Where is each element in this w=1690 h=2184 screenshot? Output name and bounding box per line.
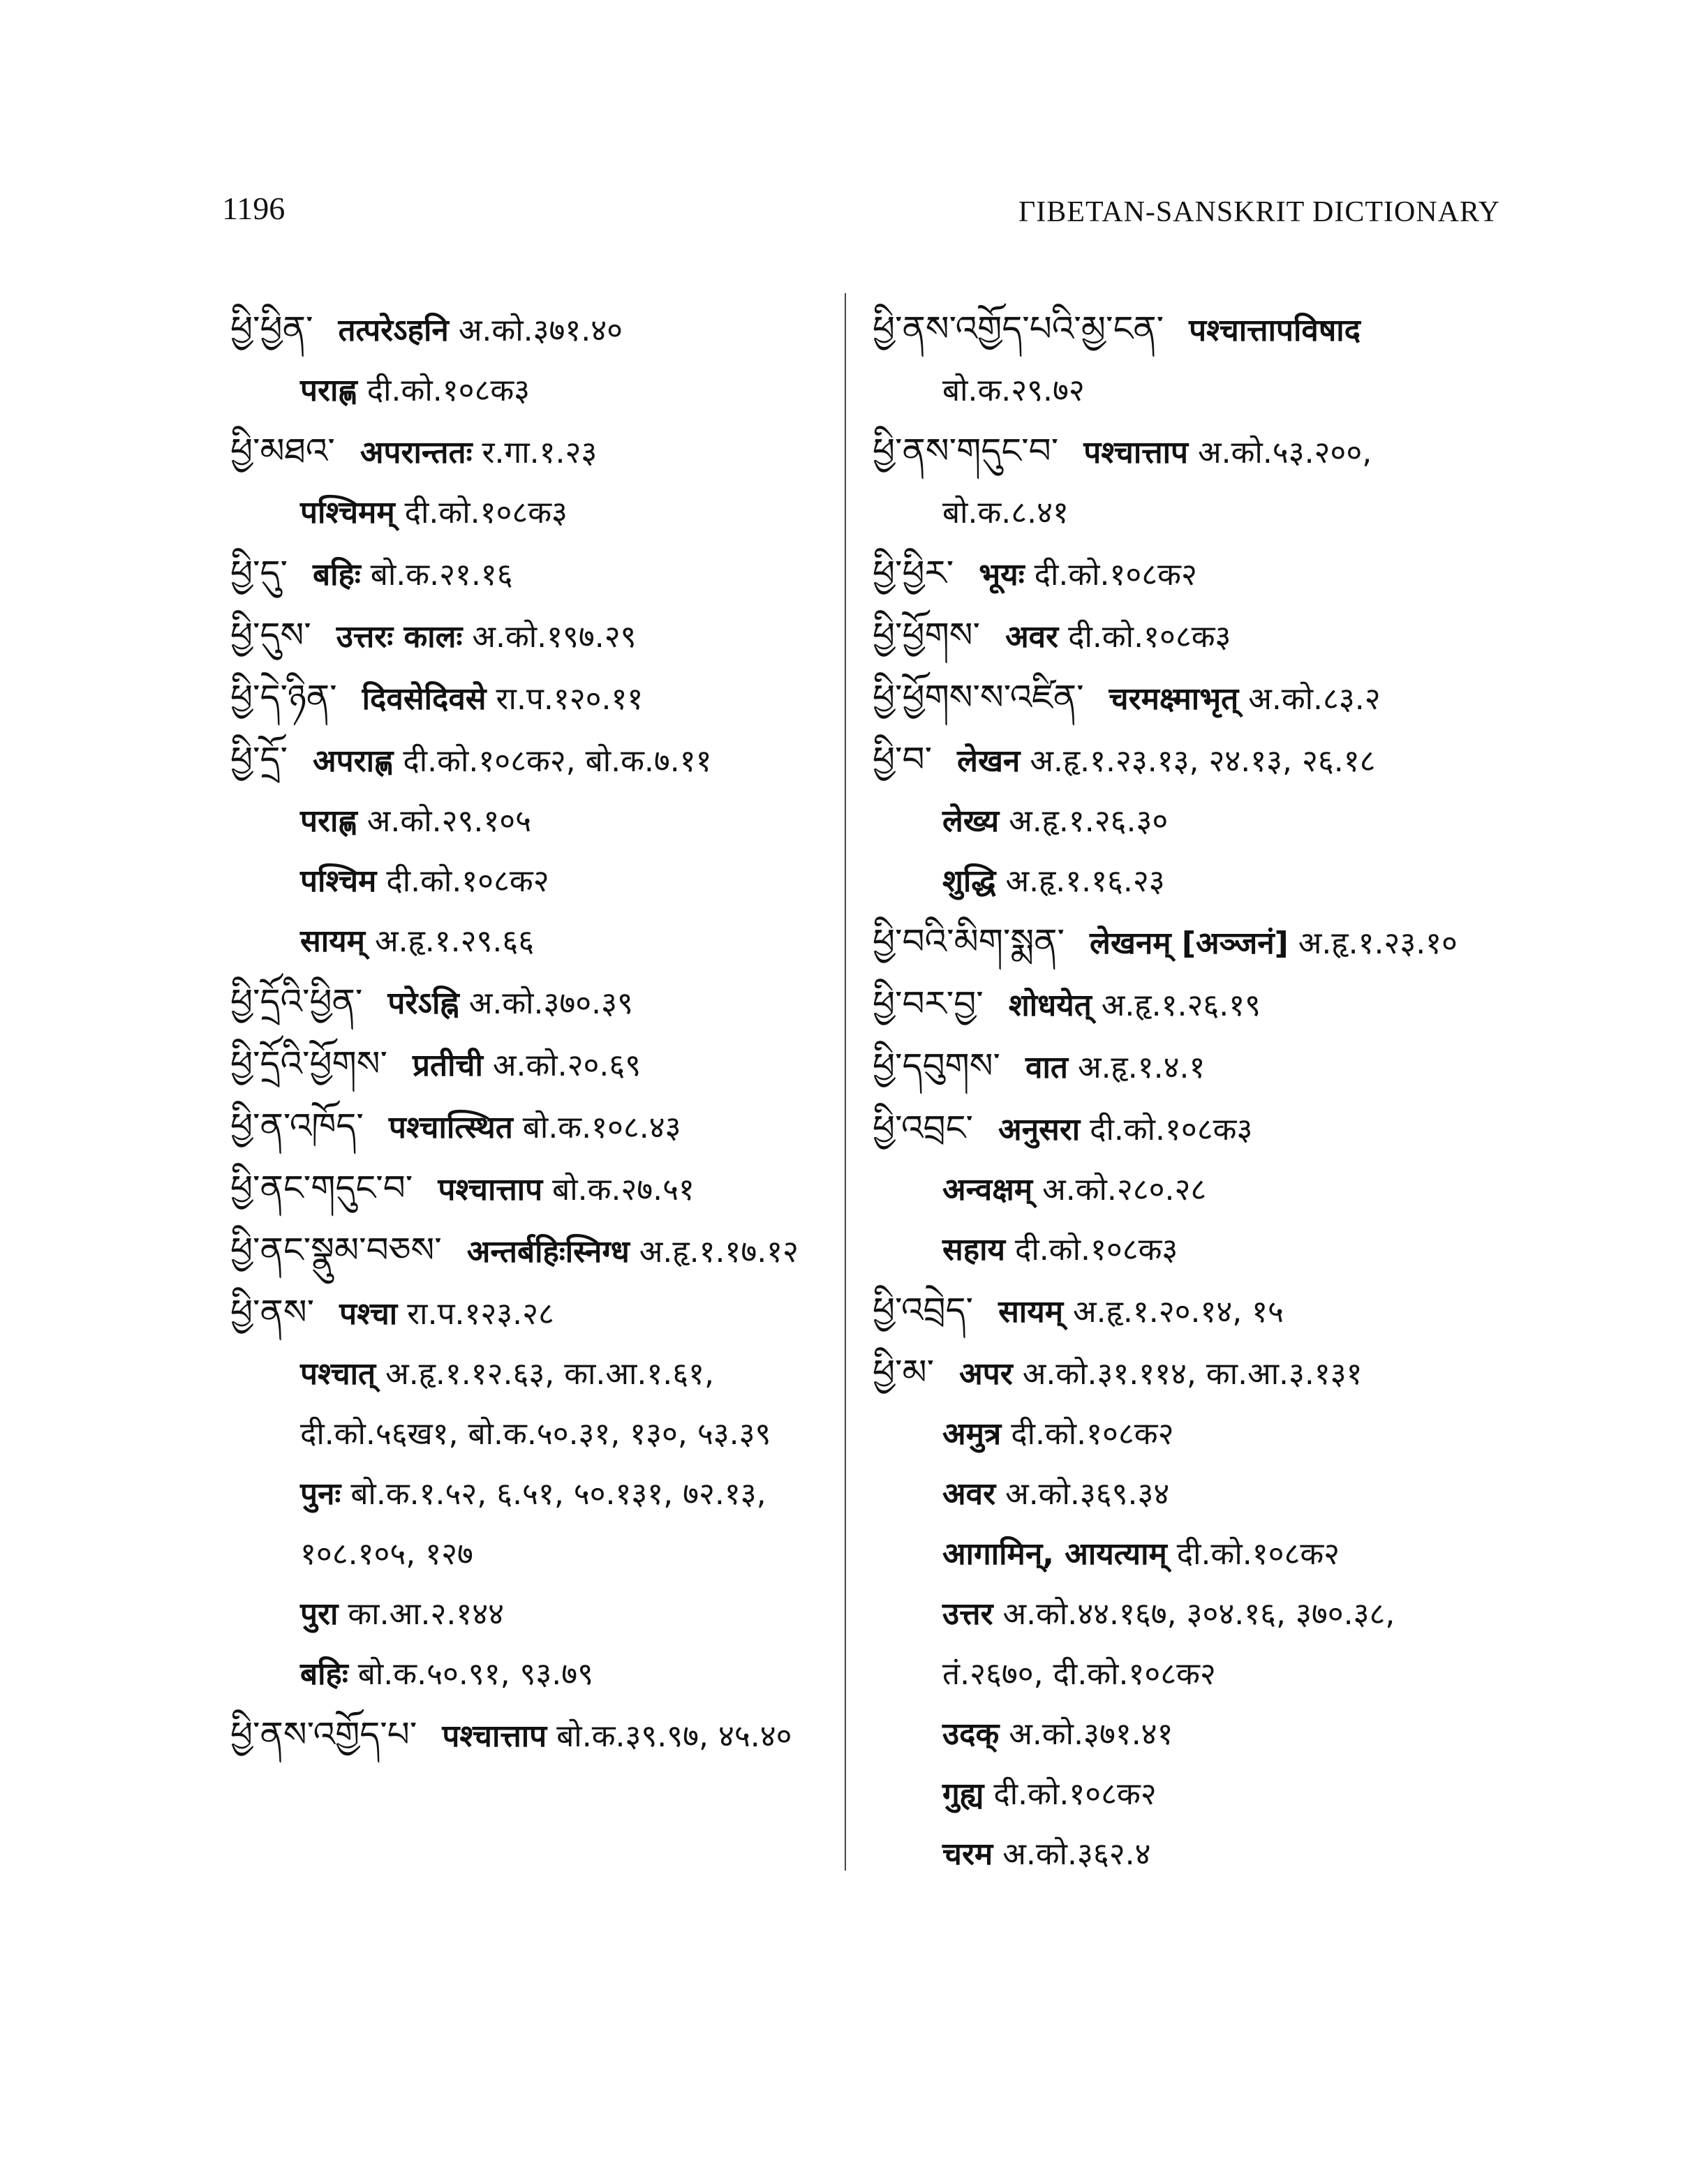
tibetan-headword: ཕྱི་དབུགས་ <box>873 1046 1000 1086</box>
tibetan-headword: ཕྱི་ནང་གདུང་བ་ <box>230 1168 413 1208</box>
entry-continuation <box>230 1344 845 1404</box>
entry-continuation <box>873 1825 1501 1885</box>
source-reference: रा.प.१२०.११ <box>496 681 644 717</box>
dictionary-entry <box>230 543 845 605</box>
sanskrit-equivalent: लेखनम् [अञ्जनं] <box>1090 926 1289 961</box>
dictionary-entry <box>873 421 1501 483</box>
source-reference: अ.को.२०.६९ <box>492 1048 642 1083</box>
sanskrit-equivalent: आगामिन्, आयत्याम् <box>942 1536 1167 1572</box>
sanskrit-equivalent: वात <box>1025 1050 1068 1085</box>
sanskrit-equivalent: सायम् <box>998 1294 1064 1330</box>
source-reference: अ.को.५३.२००, <box>1198 435 1372 470</box>
entry-continuation <box>230 1524 845 1584</box>
tibetan-headword: ཕྱི་ནས་ <box>230 1292 315 1332</box>
sanskrit-equivalent: परेऽह्नि <box>387 986 459 1021</box>
source-reference: बो.क.२१.१६ <box>370 557 513 593</box>
sanskrit-equivalent: शुद्धि <box>942 863 996 899</box>
dictionary-entry <box>873 299 1501 361</box>
sanskrit-equivalent: बहिः <box>300 1656 348 1692</box>
source-reference: दी.को.१०८क३ <box>1090 1112 1253 1147</box>
entry-continuation <box>873 1704 1501 1765</box>
tibetan-headword: ཕྱི་མཐའ་ <box>230 431 335 471</box>
dictionary-entry <box>873 1036 1501 1098</box>
source-reference: बो.क.१०८.४३ <box>522 1110 681 1145</box>
source-reference: दी.को.५६ख१, बो.क.५०.३१, १३०, ५३.३९ <box>300 1416 771 1452</box>
tibetan-headword: ཕྱི་འབྲེད་ <box>873 1290 974 1330</box>
dictionary-entry <box>873 1280 1501 1342</box>
source-reference: बो.क.८.४१ <box>942 495 1069 530</box>
tibetan-headword: ཕྱི་འབྲང་ <box>873 1108 973 1148</box>
sanskrit-equivalent: अन्तर्बहिःस्निग्ध <box>466 1234 630 1270</box>
entry-continuation <box>873 483 1501 543</box>
source-reference: अ.हृ.१.२३.१० <box>1298 926 1458 961</box>
dictionary-entry <box>873 1098 1501 1160</box>
source-reference: अ.को.२८०.२८ <box>1042 1172 1207 1208</box>
entry-continuation <box>230 1644 845 1704</box>
column-divider <box>845 293 846 1871</box>
source-reference: रा.प.१२३.२८ <box>407 1296 554 1332</box>
source-reference: अ.हृ.१.१७.१२ <box>639 1234 799 1270</box>
entry-continuation <box>873 1404 1501 1464</box>
dictionary-entry <box>873 543 1501 605</box>
entry-continuation <box>873 361 1501 421</box>
source-reference: १०८.१०५, १२७ <box>300 1536 473 1572</box>
running-title: ΓIBETAN-SANSKRIT DICTIONARY <box>1018 196 1500 228</box>
source-reference: अ.को.२९.१०५ <box>366 803 531 839</box>
tibetan-headword: ཕྱི་ནས་གདུང་བ་ <box>873 431 1059 471</box>
sanskrit-equivalent: सहाय <box>942 1232 1006 1268</box>
source-reference: दी.को.१०८क३ <box>1015 1232 1178 1268</box>
tibetan-headword: ཕྱི་མ་ <box>873 1352 935 1392</box>
sanskrit-equivalent: अवर <box>942 1476 996 1512</box>
source-reference: अ.को.३१.११४, का.आ.३.१३१ <box>1022 1356 1363 1392</box>
dictionary-entry <box>230 421 845 483</box>
sanskrit-equivalent: दिवसेदिवसे <box>362 681 487 717</box>
entry-continuation <box>230 792 845 852</box>
source-reference: अ.हृ.१.२९.६६ <box>374 923 535 959</box>
entry-continuation <box>230 1404 845 1464</box>
source-reference: दी.को.१०८क३ <box>1068 619 1231 655</box>
entry-continuation <box>230 1464 845 1524</box>
source-reference: दी.को.१०८क२ <box>386 863 549 899</box>
sanskrit-equivalent: पश्चात्ताप <box>1083 435 1189 470</box>
source-reference: का.आ.२.१४४ <box>348 1596 505 1632</box>
source-reference: र.गा.१.२३ <box>482 435 598 470</box>
dictionary-entry <box>230 667 845 729</box>
source-reference: दी.को.१०८क२ <box>1011 1416 1174 1452</box>
dictionary-entry <box>873 1342 1501 1404</box>
source-reference: अ.को.३७०.३९ <box>468 986 633 1021</box>
tibetan-headword: ཕྱི་ནང་སྣུམ་བཅས་ <box>230 1230 442 1270</box>
source-reference: तं.२६७०, दी.को.१०८क२ <box>942 1656 1216 1692</box>
sanskrit-equivalent: लेख्य <box>942 803 1000 839</box>
tibetan-headword: ཕྱི་བ་ <box>873 739 933 780</box>
source-reference: बो.क.२९.७२ <box>942 373 1085 408</box>
tibetan-headword: ཕྱི་ཕྱོགས་ས་འཛིན་ <box>873 677 1084 718</box>
tibetan-headword: ཕྱི་ཕྱིན་ <box>230 309 313 349</box>
source-reference: अ.को.३६९.३४ <box>1005 1476 1170 1512</box>
source-reference: अ.को.४४.१६७, ३०४.१६, ३७०.३८, <box>1002 1596 1395 1632</box>
entry-continuation <box>230 361 845 421</box>
entry-continuation <box>873 1160 1501 1220</box>
dictionary-entry <box>873 974 1501 1036</box>
source-reference: दी.को.१०८क३ <box>366 373 531 408</box>
source-reference: अ.हृ.१.२३.१३, २४.१३, २६.१८ <box>1030 743 1376 779</box>
tibetan-headword: ཕྱི་ཕྱོགས་ <box>873 615 981 655</box>
tibetan-headword: ཕྱི་དུས་ <box>230 615 311 655</box>
dictionary-entry <box>230 1282 845 1344</box>
sanskrit-equivalent: उत्तर <box>942 1596 993 1632</box>
sanskrit-equivalent: पश्चात् <box>300 1356 376 1392</box>
sanskrit-equivalent: उदक् <box>942 1716 1000 1752</box>
dictionary-entry <box>873 729 1501 792</box>
source-reference: अ.हृ.१.२०.१४, १५ <box>1073 1294 1284 1330</box>
tibetan-headword: ཕྱི་དྲོའི་ཕྱིན་ <box>230 981 363 1022</box>
entry-continuation <box>873 1220 1501 1280</box>
source-reference: अ.हृ.१.४.१ <box>1077 1050 1206 1085</box>
sanskrit-equivalent: अपर <box>959 1356 1013 1392</box>
tibetan-headword: ཕྱི་བའི་མིག་སྨན་ <box>873 921 1065 962</box>
sanskrit-equivalent: पश्चिम <box>300 863 377 899</box>
sanskrit-equivalent: पुरा <box>300 1596 339 1632</box>
sanskrit-equivalent: तत्परेऽहनि <box>338 313 449 348</box>
tibetan-headword: ཕྱི་དྲོ་ <box>230 739 288 780</box>
tibetan-headword: ཕྱི་ནས་འགྱོད་པའི་མྱ་ངན་ <box>873 309 1164 349</box>
dictionary-entry <box>230 1158 845 1220</box>
entry-continuation <box>873 792 1501 852</box>
dictionary-entry <box>230 972 845 1034</box>
source-reference: दी.को.१०८क३ <box>404 495 568 530</box>
sanskrit-equivalent: चरम <box>942 1836 993 1872</box>
sanskrit-equivalent: पश्चात्ताप <box>438 1172 543 1208</box>
left-column <box>230 299 845 1767</box>
tibetan-headword: ཕྱི་དུ་ <box>230 553 288 593</box>
sanskrit-equivalent: अनुसरा <box>998 1112 1081 1147</box>
source-reference: अ.हृ.१.२६.३० <box>1009 803 1169 839</box>
dictionary-entry <box>230 299 845 361</box>
source-reference: दी.को.१०८क२ <box>1034 557 1197 593</box>
sanskrit-equivalent: पुनः <box>300 1476 341 1512</box>
source-reference: अ.को.१९७.२९ <box>472 619 637 655</box>
sanskrit-equivalent: पराह्ण <box>300 803 357 839</box>
dictionary-entry <box>873 667 1501 729</box>
source-reference: अ.हृ.१.१२.६३, का.आ.१.६१, <box>385 1356 714 1392</box>
entry-continuation <box>873 1765 1501 1825</box>
entry-continuation <box>873 1584 1501 1644</box>
dictionary-entry <box>873 605 1501 667</box>
entry-continuation <box>230 852 845 912</box>
source-reference: अ.को.३६२.४ <box>1002 1836 1151 1872</box>
sanskrit-equivalent: भूयः <box>979 557 1025 593</box>
sanskrit-equivalent: चरमक्ष्माभृत् <box>1109 681 1239 717</box>
sanskrit-equivalent: पश्चात्स्थित <box>388 1110 513 1145</box>
sanskrit-equivalent: अपराह्ण <box>313 743 394 779</box>
sanskrit-equivalent: पराह्ण <box>300 373 357 408</box>
sanskrit-equivalent: गुह्य <box>942 1776 984 1812</box>
right-column <box>873 299 1501 1885</box>
source-reference: दी.को.१०८क२ <box>1176 1536 1340 1572</box>
dictionary-entry <box>230 605 845 667</box>
sanskrit-equivalent: सायम् <box>300 923 365 959</box>
source-reference: अ.को.३७१.४१ <box>1009 1716 1173 1752</box>
sanskrit-equivalent: उत्तरः कालः <box>336 619 463 655</box>
sanskrit-equivalent: बहिः <box>313 557 361 593</box>
source-reference: बो.क.३९.९७, ४५.४० <box>556 1718 792 1754</box>
entry-continuation <box>230 912 845 972</box>
sanskrit-equivalent: अमुत्र <box>942 1416 1002 1452</box>
source-reference: अ.हृ.१.२६.१९ <box>1101 988 1261 1023</box>
tibetan-headword: ཕྱི་ན་འཁོད་ <box>230 1106 364 1146</box>
source-reference: बो.क.१.५२, ६.५१, ५०.१३१, ७२.१३, <box>350 1476 766 1512</box>
entry-continuation <box>873 1524 1501 1584</box>
source-reference: दी.को.१०८क२ <box>993 1776 1157 1812</box>
dictionary-entry <box>230 1704 845 1767</box>
entry-continuation <box>230 1584 845 1644</box>
entry-continuation <box>873 852 1501 912</box>
source-reference: अ.को.८३.२ <box>1248 681 1381 717</box>
source-reference: बो.क.२७.५१ <box>552 1172 695 1208</box>
sanskrit-equivalent: अन्वक्षम् <box>942 1172 1033 1208</box>
sanskrit-equivalent: प्रतीची <box>413 1048 483 1083</box>
entry-continuation <box>873 1644 1501 1704</box>
sanskrit-equivalent: अवर <box>1005 619 1059 655</box>
tibetan-headword: ཕྱི་དེ་ཉིན་ <box>230 677 337 718</box>
dictionary-entry <box>230 1220 845 1282</box>
sanskrit-equivalent: पश्चात्तापविषाद <box>1189 313 1361 348</box>
tibetan-headword: ཕྱི་དྲོའི་ཕྱོགས་ <box>230 1043 387 1084</box>
sanskrit-equivalent: पश्चात्ताप <box>442 1718 547 1754</box>
sanskrit-equivalent: लेखन <box>957 743 1021 779</box>
source-reference: अ.को.३७१.४० <box>458 313 623 348</box>
dictionary-entry <box>873 912 1501 974</box>
entry-continuation <box>230 483 845 543</box>
tibetan-headword: ཕྱི་ནས་འགྱོད་པ་ <box>230 1714 417 1755</box>
page-number: 1196 <box>222 191 286 226</box>
sanskrit-equivalent: पश्चा <box>339 1296 398 1332</box>
dictionary-entry <box>230 729 845 792</box>
source-reference: बो.क.५०.९१, ९३.७९ <box>357 1656 594 1692</box>
source-reference: दी.को.१०८क२, बो.क.७.११ <box>403 743 712 779</box>
tibetan-headword: ཕྱི་བར་བྱ་ <box>873 983 984 1024</box>
dictionary-entry <box>230 1034 845 1096</box>
tibetan-headword: ཕྱི་ཕྱིར་ <box>873 553 954 593</box>
source-reference: अ.हृ.१.१६.२३ <box>1005 863 1165 899</box>
sanskrit-equivalent: पश्चिमम् <box>300 495 395 530</box>
sanskrit-equivalent: शोधयेत् <box>1008 988 1092 1023</box>
entry-continuation <box>873 1464 1501 1524</box>
sanskrit-equivalent: अपरान्ततः <box>360 435 473 470</box>
dictionary-entry <box>230 1096 845 1158</box>
